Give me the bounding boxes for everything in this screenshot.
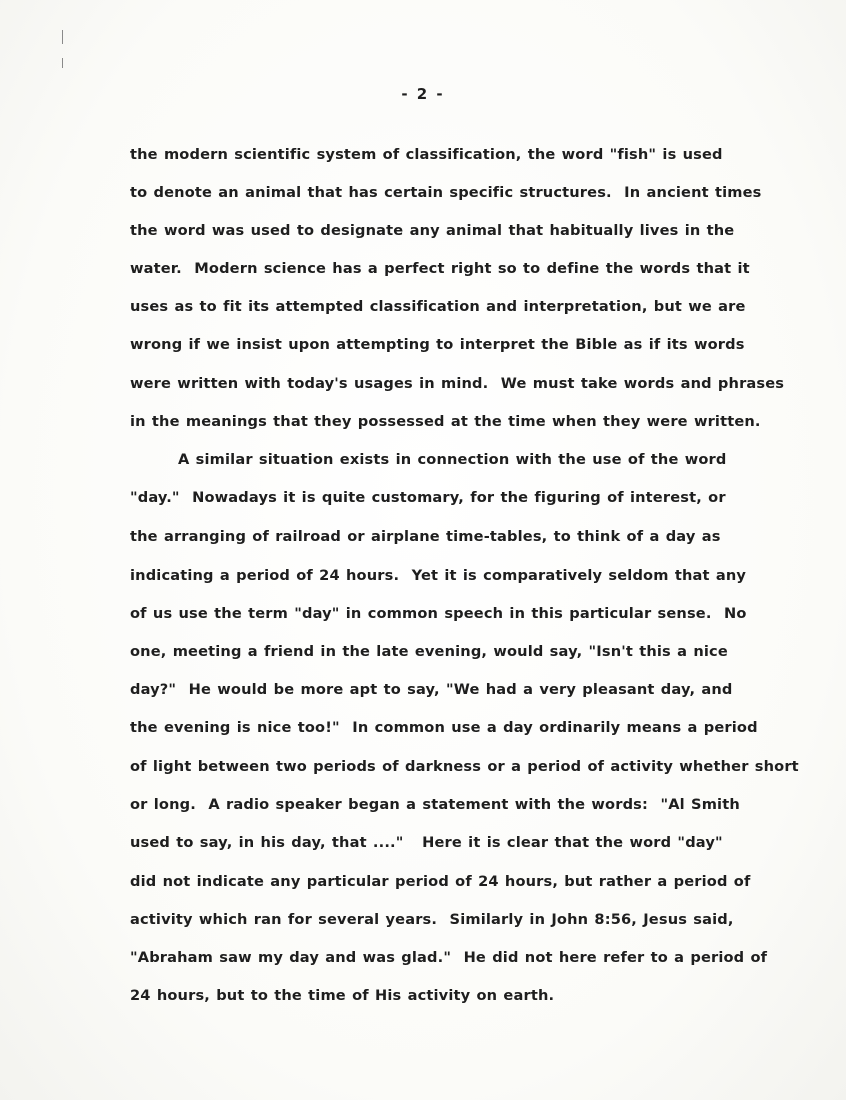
text-line: day?" He would be more apt to say, "We had a very pleasant day, and bbox=[130, 681, 733, 698]
text-line: in the meanings that they possessed at the time when they were written. bbox=[130, 413, 761, 430]
text-line: the evening is nice too!" In common use a day ordinarily means a period bbox=[130, 719, 758, 736]
text-line: the modern scientific system of classification, the word "fish" is used bbox=[130, 146, 723, 163]
text-line: did not indicate any particular period of 24 hours, but rather a period of bbox=[130, 873, 751, 890]
text-line: 24 hours, but to the time of His activity on earth. bbox=[130, 987, 555, 1004]
text-line: the arranging of railroad or airplane time-tables, to think of a day as bbox=[130, 528, 721, 545]
text-line: water. Modern science has a perfect right so to define the words that it bbox=[130, 260, 750, 277]
text-line: activity which ran for several years. Similarly in John 8:56, Jesus said, bbox=[130, 911, 734, 928]
text-line: to denote an animal that has certain specific structures. In ancient times bbox=[130, 184, 762, 201]
text-line: indicating a period of 24 hours. Yet it is comparatively seldom that any bbox=[130, 567, 747, 584]
page-number: - 2 - bbox=[401, 85, 445, 103]
text-line: were written with today's usages in mind. We must take words and phrases bbox=[130, 375, 785, 392]
binding-mark bbox=[62, 58, 63, 68]
text-line: "Abraham saw my day and was glad." He did not here refer to a period of bbox=[130, 949, 768, 966]
text-line: used to say, in his day, that ...." Here it is clear that the word "day" bbox=[130, 834, 723, 851]
text-line: of us use the term "day" in common speech in this particular sense. No bbox=[130, 605, 747, 622]
binding-mark bbox=[62, 30, 63, 44]
text-line: or long. A radio speaker began a statement with the words: "Al Smith bbox=[130, 796, 740, 813]
text-line: "day." Nowadays it is quite customary, for the figuring of interest, or bbox=[130, 489, 726, 506]
text-line: A similar situation exists in connection with the use of the word bbox=[178, 451, 727, 468]
text-line: the word was used to designate any animal that habitually lives in the bbox=[130, 222, 735, 239]
text-line: wrong if we insist upon attempting to interpret the Bible as if its words bbox=[130, 336, 745, 353]
text-line: of light between two periods of darkness or a period of activity whether short bbox=[130, 758, 799, 775]
text-line: uses as to fit its attempted classification and interpretation, but we are bbox=[130, 298, 746, 315]
text-line: one, meeting a friend in the late evening, would say, "Isn't this a nice bbox=[130, 643, 728, 660]
